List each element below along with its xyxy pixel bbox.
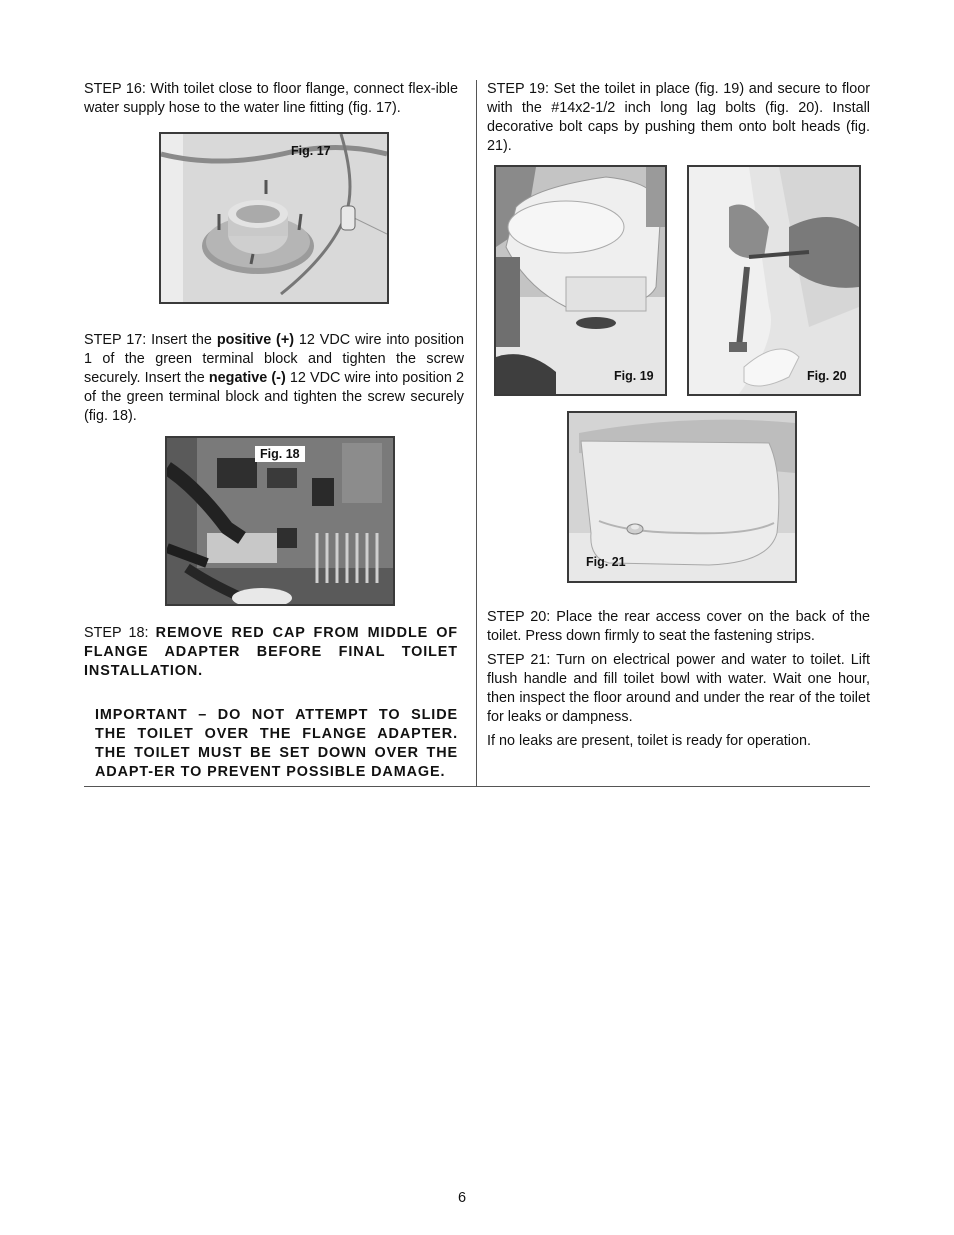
step-17-middle: 12 VDC wire into position 1 of the green terminal block and tighten the screw securely. Insert the xyxy=(84,332,464,386)
negative-wire-term: negative (-) xyxy=(208,369,286,386)
important-notice xyxy=(95,706,458,782)
toilet-placement-illustration xyxy=(496,167,665,394)
step-17-end: 12 VDC wire into position 2 of the green terminal block and tighten the screw securely (fig. 18). xyxy=(84,369,464,424)
ready-for-operation-text: If no leaks are present, toilet is ready for operation. xyxy=(487,733,811,749)
lag-bolt-illustration xyxy=(689,167,859,394)
fig-20-label: Fig. 20 xyxy=(807,369,847,383)
fig-19-photo xyxy=(494,165,667,396)
flange-illustration xyxy=(161,134,387,302)
fig-19-label: Fig. 19 xyxy=(614,369,654,383)
fig-20-photo xyxy=(687,165,861,396)
fig-21-photo xyxy=(567,411,797,583)
fig-18-photo xyxy=(165,436,395,606)
step-20-text: STEP 20: Place the rear access cover on the back of the toilet. Press down firmly to seat the fastening strips. xyxy=(487,609,870,644)
step-19-text: STEP 19: Set the toilet in place (fig. 19) and secure to floor with the #14x2-1/2 inch long lag bolts (fig. 20). Install decorative bolt caps by pushing them onto bolt heads (fig. 21). xyxy=(487,81,870,154)
fig-17-label: Fig. 17 xyxy=(291,144,331,158)
step-18-text xyxy=(84,624,458,681)
circuit-board-illustration xyxy=(167,438,393,604)
step-17-intro: STEP 17: Insert the xyxy=(84,332,217,348)
important-notice-text: IMPORTANT – DO NOT ATTEMPT TO SLIDE THE TOILET OVER THE FLANGE ADAPTER. THE TOILET MUST BE SET DOWN OVER THE ADAPT-ER TO PREVENT POSSIBLE DAMAGE. xyxy=(95,707,458,780)
section-bottom-rule xyxy=(84,786,870,787)
fig-18-label: Fig. 18 xyxy=(255,446,305,462)
page-number: 6 xyxy=(457,1190,467,1206)
step-16-text: STEP 16: With toilet close to floor flange, connect flex-ible water supply hose to the water line fitting (fig. 17). xyxy=(84,81,458,116)
fig-17-photo xyxy=(159,132,389,304)
column-divider xyxy=(476,80,477,786)
positive-wire-term: positive (+) xyxy=(216,332,295,348)
step-18-prefix: STEP 18: xyxy=(84,625,156,641)
step-21-text: STEP 21: Turn on electrical power and water to toilet. Lift flush handle and fill toilet bowl with water. Wait one hour, then inspect the floor around and under the rear of the toilet for leaks or dampness. xyxy=(487,652,870,725)
step-17-text xyxy=(84,331,464,426)
step-18-warning: REMOVE RED CAP FROM MIDDLE OF FLANGE ADAPTER BEFORE FINAL TOILET INSTALLATION. xyxy=(84,625,458,679)
fig-21-label: Fig. 21 xyxy=(586,555,626,569)
